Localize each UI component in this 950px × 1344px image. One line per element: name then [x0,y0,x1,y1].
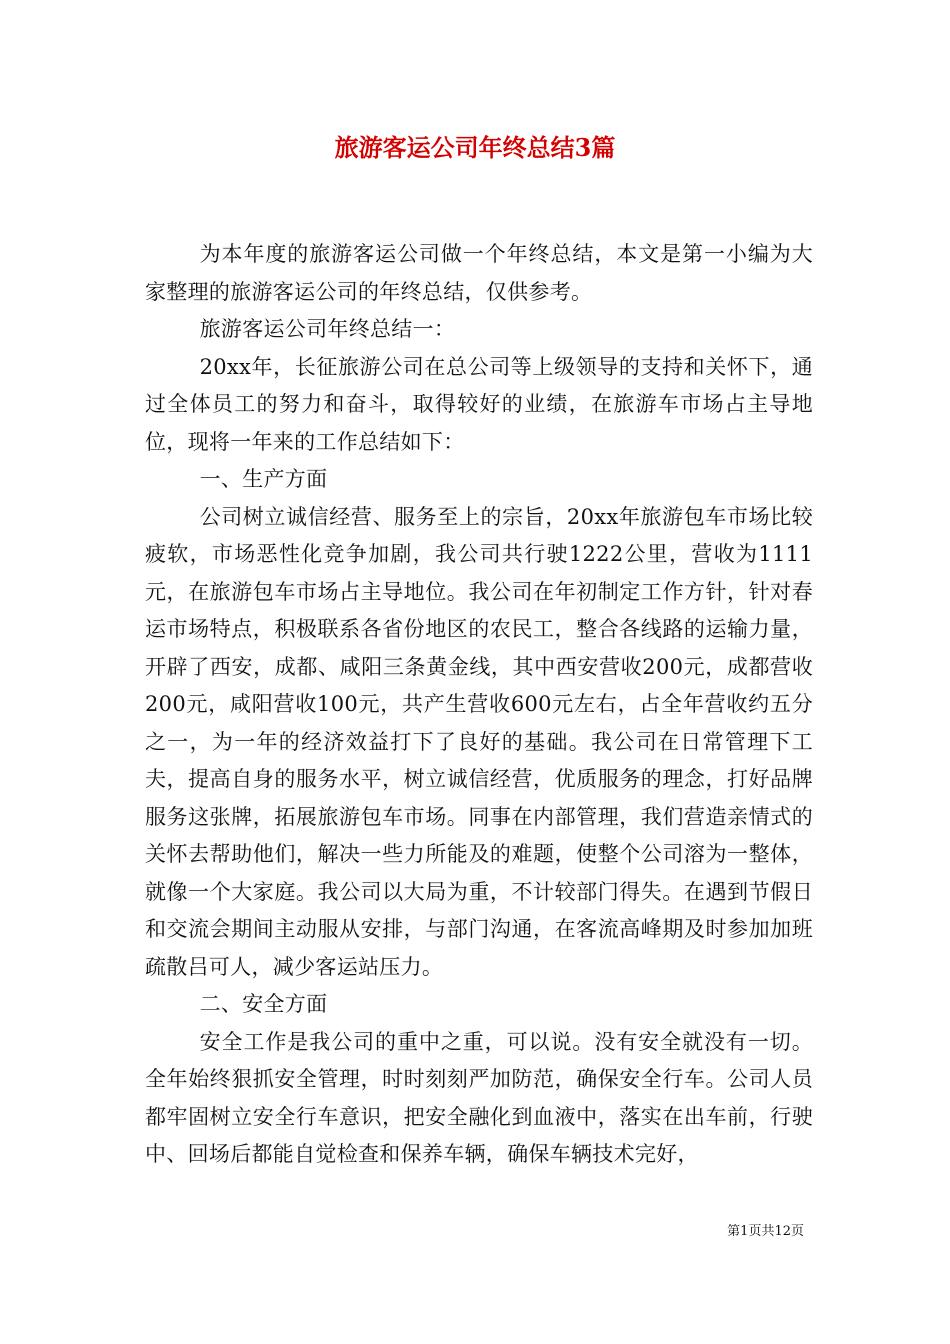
document-title: 旅游客运公司年终总结3篇 [334,133,616,162]
safety-paragraph: 安全工作是我公司的重中之重，可以说。没有安全就没有一切。全年始终狠抓安全管理，时时刻刻严加防范，确保安全行车。公司人员都牢固树立安全行车意识，把安全融化到血液中，落实在出车前，行驶中、回场后都能自觉检查和保养车辆，确保车辆技术完好， [145,1029,813,1166]
page-number-footer: 第1页共12页 [727,1224,804,1239]
section-heading-safety: 二、安全方面 [199,992,328,1016]
section-heading-summary-one: 旅游客运公司年终总结一： [199,317,456,341]
overview-paragraph: 20xx年，长征旅游公司在总公司等上级领导的支持和关怀下，通过全体员工的努力和奋斗，取得较好的业绩，在旅游车市场占主导地位，现将一年来的工作总结如下： [145,354,813,454]
production-paragraph: 公司树立诚信经营、服务至上的宗旨，20xx年旅游包车市场比较疲软，市场恶性化竞争加剧，我公司共行驶1222公里，营收为1111元，在旅游包车市场占主导地位。我公司在年初制定工作方针，针对春运市场特点，积极联系各省份地区的农民工，整合各线路的运输力量，开辟了西安，成都、咸阳三条黄金线，其中西安营收200元，成都营收200元，咸阳营收100元，共产生营收600元左右，占全年营收约五分之一，为一年的经济效益打下了良好的基础。我公司在日常管理下工夫，提高自身的服务水平，树立诚信经营，优质服务的理念，打好品牌服务这张牌，拓展旅游包车市场。同事在内部管理，我们营造亲情式的关怀去帮助他们，解决一些力所能及的难题，使整个公司溶为一整体，就像一个大家庭。我公司以大局为重，不计较部门得失。在遇到节假日和交流会期间主动服从安排，与部门沟通，在客流高峰期及时参加加班疏散吕可人，减少客运站压力。 [145,504,813,979]
section-heading-production: 一、生产方面 [199,467,328,491]
intro-paragraph: 为本年度的旅游客运公司做一个年终总结，本文是第一小编为大家整理的旅游客运公司的年终总结，仅供参考。 [145,242,813,304]
document-body [145,236,813,1174]
